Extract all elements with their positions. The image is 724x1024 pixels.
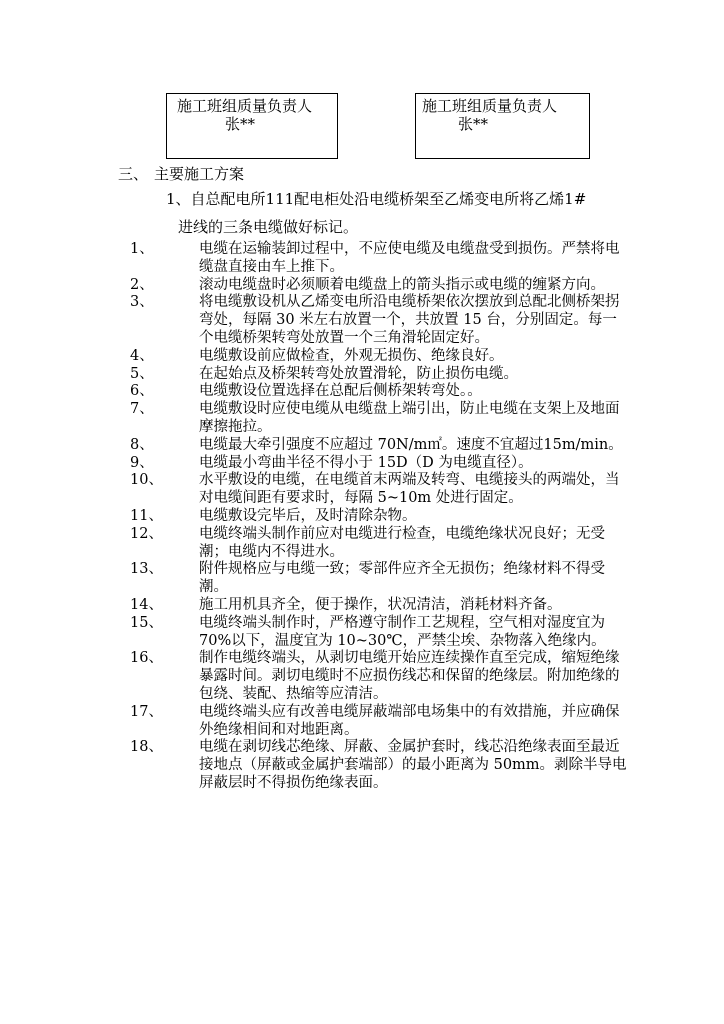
box-title: 施工班组质量负责人 bbox=[177, 97, 313, 115]
list-item bbox=[130, 650, 630, 703]
list-item bbox=[130, 383, 630, 401]
list-item bbox=[130, 241, 630, 277]
list-item bbox=[130, 526, 630, 562]
item-number: 3、 bbox=[130, 294, 154, 311]
item-number: 1、 bbox=[130, 241, 154, 257]
item-text: 在起始点及桥架转弯处放置滑轮，防止损伤电缆。 bbox=[199, 365, 518, 382]
list-item bbox=[130, 508, 630, 526]
item-text: 电缆最小弯曲半径不得小于 15D（D 为电缆直径）。 bbox=[199, 454, 533, 471]
construction-steps-list bbox=[130, 241, 630, 793]
item-number: 17、 bbox=[130, 703, 163, 720]
responsible-person-box-right bbox=[415, 93, 590, 159]
item-text: 电缆在运输装卸过程中，不应使电缆及电缆盘受到损伤。严禁将电缆盘直接由车上推下。 bbox=[199, 241, 620, 275]
section-title: 主要施工方案 bbox=[154, 165, 245, 183]
intro-line-2: 进线的三条电缆做好标记。 bbox=[178, 218, 359, 236]
section-number: 三、 bbox=[118, 165, 149, 183]
item-text: 电缆终端头应有改善电缆屏蔽端部电场集中的有效措施，并应确保外绝缘相间和对地距离。 bbox=[199, 703, 620, 738]
item-text: 电缆终端头制作时，严格遵守制作工艺规程，空气相对湿度宜为 70%以下，温度宜为 10~30℃，严禁尘埃、杂物落入绝缘内。 bbox=[199, 614, 606, 649]
box-person-name: 张** bbox=[458, 115, 489, 133]
item-text: 电缆最大牵引强度不应超过 70N/m㎡。速度不宜超过15m/min。 bbox=[199, 436, 623, 453]
item-text: 电缆敷设时应使电缆从电缆盘上端引出，防止电缆在支架上及地面摩擦拖拉。 bbox=[199, 401, 620, 435]
item-number: 18、 bbox=[130, 739, 163, 756]
item-number: 15、 bbox=[130, 614, 163, 631]
item-number: 8、 bbox=[130, 436, 154, 453]
item-text: 电缆敷设前应做检查，外观无损伤、绝缘良好。 bbox=[199, 347, 504, 364]
box-person-name: 张** bbox=[225, 115, 256, 133]
item-text: 滚动电缆盘时必须顺着电缆盘上的箭头指示或电缆的缠紧方向。 bbox=[199, 276, 605, 293]
list-item bbox=[130, 704, 630, 740]
item-text: 电缆在剥切线芯绝缘、屏蔽、金属护套时，线芯沿绝缘表面至最近接地点（屏蔽或金属护套端部）的最小距离为 50mm。剥除半导电屏蔽层时不得损伤绝缘表面。 bbox=[199, 739, 627, 791]
list-item bbox=[130, 561, 630, 597]
list-item bbox=[130, 366, 630, 384]
item-number: 9、 bbox=[130, 454, 154, 471]
item-text: 附件规格应与电缆一致；零部件应齐全无损伤；绝缘材料不得受潮。 bbox=[199, 561, 605, 596]
list-item bbox=[130, 615, 630, 651]
box-title: 施工班组质量负责人 bbox=[422, 97, 558, 115]
item-number: 16、 bbox=[130, 650, 163, 667]
item-number: 6、 bbox=[130, 383, 154, 400]
list-item bbox=[130, 294, 630, 347]
item-number: 13、 bbox=[130, 561, 163, 578]
item-text: 电缆终端头制作前应对电缆进行检查，电缆绝缘状况良好；无受潮；电缆内不得进水。 bbox=[199, 525, 605, 560]
responsible-person-box-left bbox=[166, 93, 338, 159]
item-number: 4、 bbox=[130, 347, 154, 364]
item-number: 10、 bbox=[130, 472, 163, 489]
list-item bbox=[130, 455, 630, 473]
list-item bbox=[130, 597, 630, 615]
intro-line-1: 1、自总配电所111配电柜处沿电缆桥架至乙烯变电所将乙烯1# bbox=[166, 190, 587, 208]
list-item bbox=[130, 277, 630, 295]
item-text: 水平敷设的电缆，在电缆首末两端及转弯、电缆接头的两端处，当对电缆间距有要求时，每隔 5~10m 处进行固定。 bbox=[199, 472, 620, 507]
item-number: 14、 bbox=[130, 596, 163, 613]
item-text: 施工用机具齐全，便于操作，状况清洁，消耗材料齐备。 bbox=[199, 596, 562, 613]
item-number: 5、 bbox=[130, 365, 154, 382]
item-text: 制作电缆终端头，从剥切电缆开始应连续操作直至完成，缩短绝缘暴露时间。剥切电缆时不应损伤线芯和保留的绝缘层。附加绝缘的包绕、装配、热缩等应清洁。 bbox=[199, 650, 620, 702]
list-item bbox=[130, 437, 630, 455]
item-text: 将电缆敷设机从乙烯变电所沿电缆桥架依次摆放到总配北侧桥架拐弯处，每隔 30 米左右放置一个，共放置 15 台，分别固定。每一个电缆桥架转弯处放置一个三角滑轮固定好。 bbox=[199, 294, 620, 346]
list-item bbox=[130, 472, 630, 508]
list-item bbox=[130, 401, 630, 437]
section-heading bbox=[118, 163, 244, 184]
item-number: 11、 bbox=[130, 507, 163, 524]
list-item bbox=[130, 348, 630, 366]
item-text: 电缆敷设完毕后，及时清除杂物。 bbox=[199, 507, 417, 524]
item-text: 电缆敷设位置选择在总配后侧桥架转弯处。。 bbox=[199, 383, 482, 400]
item-number: 12、 bbox=[130, 525, 163, 542]
item-number: 2、 bbox=[130, 276, 154, 293]
item-number: 7、 bbox=[130, 401, 154, 418]
list-item bbox=[130, 739, 630, 792]
